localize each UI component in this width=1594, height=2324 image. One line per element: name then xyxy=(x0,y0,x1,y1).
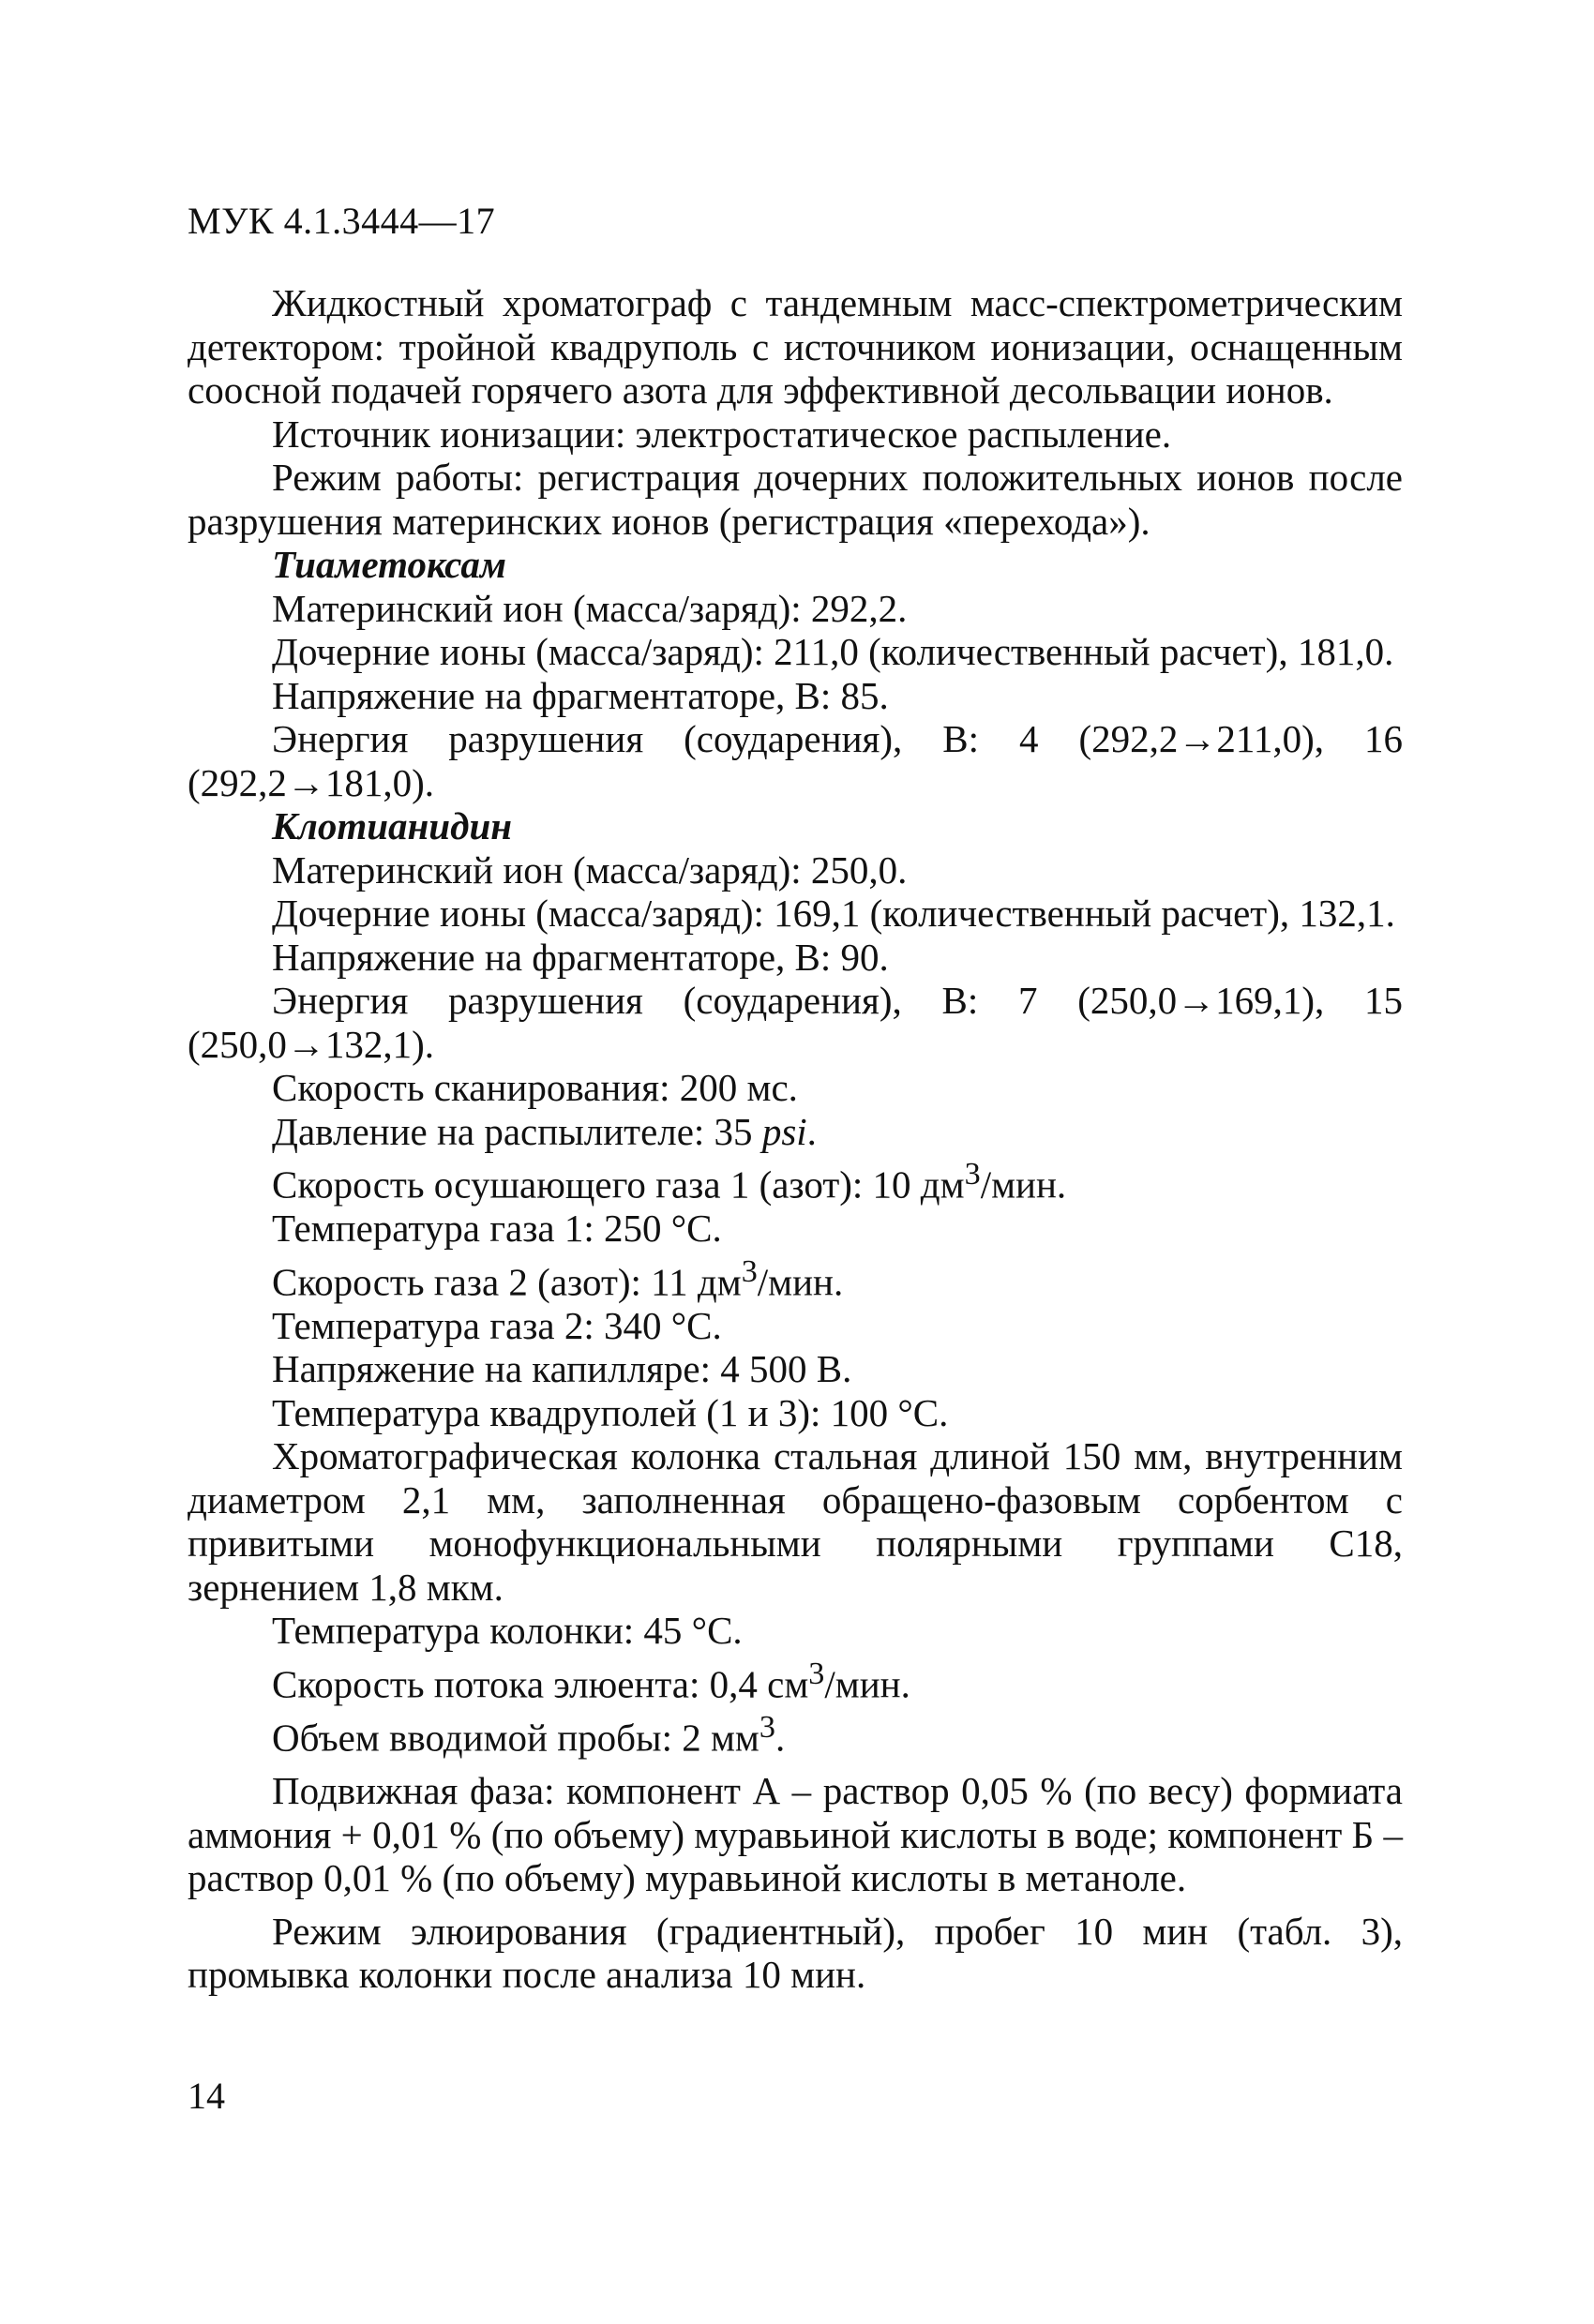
gas2-flow-end: /мин. xyxy=(757,1260,844,1304)
eluent-flow-rate-end: /мин. xyxy=(824,1662,910,1706)
clothianidin-daughter-ions: Дочерние ионы (масса/заряд): 169,1 (количественный расчет), 132,1. xyxy=(272,892,1395,935)
nebulizer-pressure-end: . xyxy=(806,1109,817,1153)
nebulizer-pressure-label: Давление на распылителе: 35 xyxy=(272,1109,762,1153)
injection-volume xyxy=(188,1706,1403,1760)
paragraph-operating-mode: Режим работы: регистрация дочерних положительных ионов после разрушения материнских ионов (регистрация «перехода»). xyxy=(188,456,1403,543)
document-body xyxy=(188,281,1403,1997)
thiamethoxam-daughter-ions: Дочерние ионы (масса/заряд): 211,0 (количественный расчет), 181,0. xyxy=(272,630,1394,673)
gas2-flow-label: Скорость газа 2 (азот): 11 дм xyxy=(272,1260,742,1304)
nebulizer-pressure xyxy=(188,1110,1403,1154)
compound-heading-thiamethoxam: Тиаметоксам xyxy=(272,543,506,586)
document-code-header: МУК 4.1.3444—17 xyxy=(188,200,496,242)
drying-gas-flow xyxy=(188,1153,1403,1207)
paragraph-mobile-phase: Подвижная фаза: компонент А – раствор 0,05 % (по весу) формиата аммония + 0,01 % (по объему) муравьиной кислоты в воде; компонент Б – раствор 0,01 % (по объему) муравьиной кислоты в метаноле. xyxy=(188,1769,1403,1900)
clothianidin-fragmentor-voltage: Напряжение на фрагментаторе, В: 90. xyxy=(272,935,889,979)
injection-volume-label: Объем вводимой пробы: 2 мм xyxy=(272,1716,759,1760)
paragraph-column: Хроматографическая колонка стальная длиной 150 мм, внутренним диаметром 2,1 мм, заполненная обращено-фазовым сорбентом с привитыми монофункциональными полярными группами С18, зернением 1,8 мкм. xyxy=(188,1434,1403,1609)
clothianidin-parent-ion: Материнский ион (масса/заряд): 250,0. xyxy=(272,847,908,892)
eluent-flow-rate-label: Скорость потока элюента: 0,4 см xyxy=(272,1662,809,1706)
thiamethoxam-collision-energy: Энергия разрушения (соударения), В: 4 (292,2→211,0), 16 (292,2→181,0). xyxy=(188,717,1403,804)
thiamethoxam-parent-ion: Материнский ион (масса/заряд): 292,2. xyxy=(272,586,908,630)
quadrupole-temperature: Температура квадруполей (1 и 3): 100 °С. xyxy=(272,1390,949,1434)
gas2-temperature: Температура газа 2: 340 °С. xyxy=(272,1303,722,1347)
paragraph-elution-mode: Режим элюирования (градиентный), пробег 10 мин (табл. 3), промывка колонки после анализа 10 мин. xyxy=(188,1909,1403,1997)
injection-volume-end: . xyxy=(774,1716,786,1760)
drying-gas-flow-label: Скорость осушающего газа 1 (азот): 10 дм xyxy=(272,1162,965,1207)
paragraph-instrument: Жидкостный хроматограф с тандемным масс-спектрометрическим детектором: тройной квадруполь с источником ионизации, оснащенным соосной подачей горячего азота для эффективной десольвации ионов. xyxy=(188,281,1403,412)
gas2-flow xyxy=(188,1251,1403,1304)
page-number: 14 xyxy=(188,2075,225,2117)
injection-volume-sup: 3 xyxy=(759,1709,775,1745)
gas2-flow-sup: 3 xyxy=(741,1253,758,1289)
clothianidin-collision-energy: Энергия разрушения (соударения), В: 7 (250,0→169,1), 15 (250,0→132,1). xyxy=(188,979,1403,1066)
paragraph-ion-source: Источник ионизации: электростатическое распыление. xyxy=(272,412,1172,456)
drying-gas-flow-end: /мин. xyxy=(980,1162,1067,1207)
compound-heading-clothianidin: Клотианидин xyxy=(272,804,513,847)
paragraph-spacer xyxy=(188,1900,1403,1910)
thiamethoxam-fragmentor-voltage: Напряжение на фрагментаторе, В: 85. xyxy=(272,673,889,717)
paragraph-spacer xyxy=(188,1760,1403,1769)
capillary-voltage: Напряжение на капилляре: 4 500 В. xyxy=(272,1347,852,1391)
drying-gas-flow-sup: 3 xyxy=(964,1157,981,1192)
eluent-flow-rate-sup: 3 xyxy=(808,1656,825,1691)
nebulizer-pressure-unit: psi xyxy=(761,1109,807,1153)
eluent-flow-rate xyxy=(188,1653,1403,1706)
column-temperature: Температура колонки: 45 °С. xyxy=(272,1609,743,1653)
gas1-temperature: Температура газа 1: 250 °С. xyxy=(272,1207,722,1251)
scan-speed: Скорость сканирования: 200 мс. xyxy=(272,1066,798,1109)
